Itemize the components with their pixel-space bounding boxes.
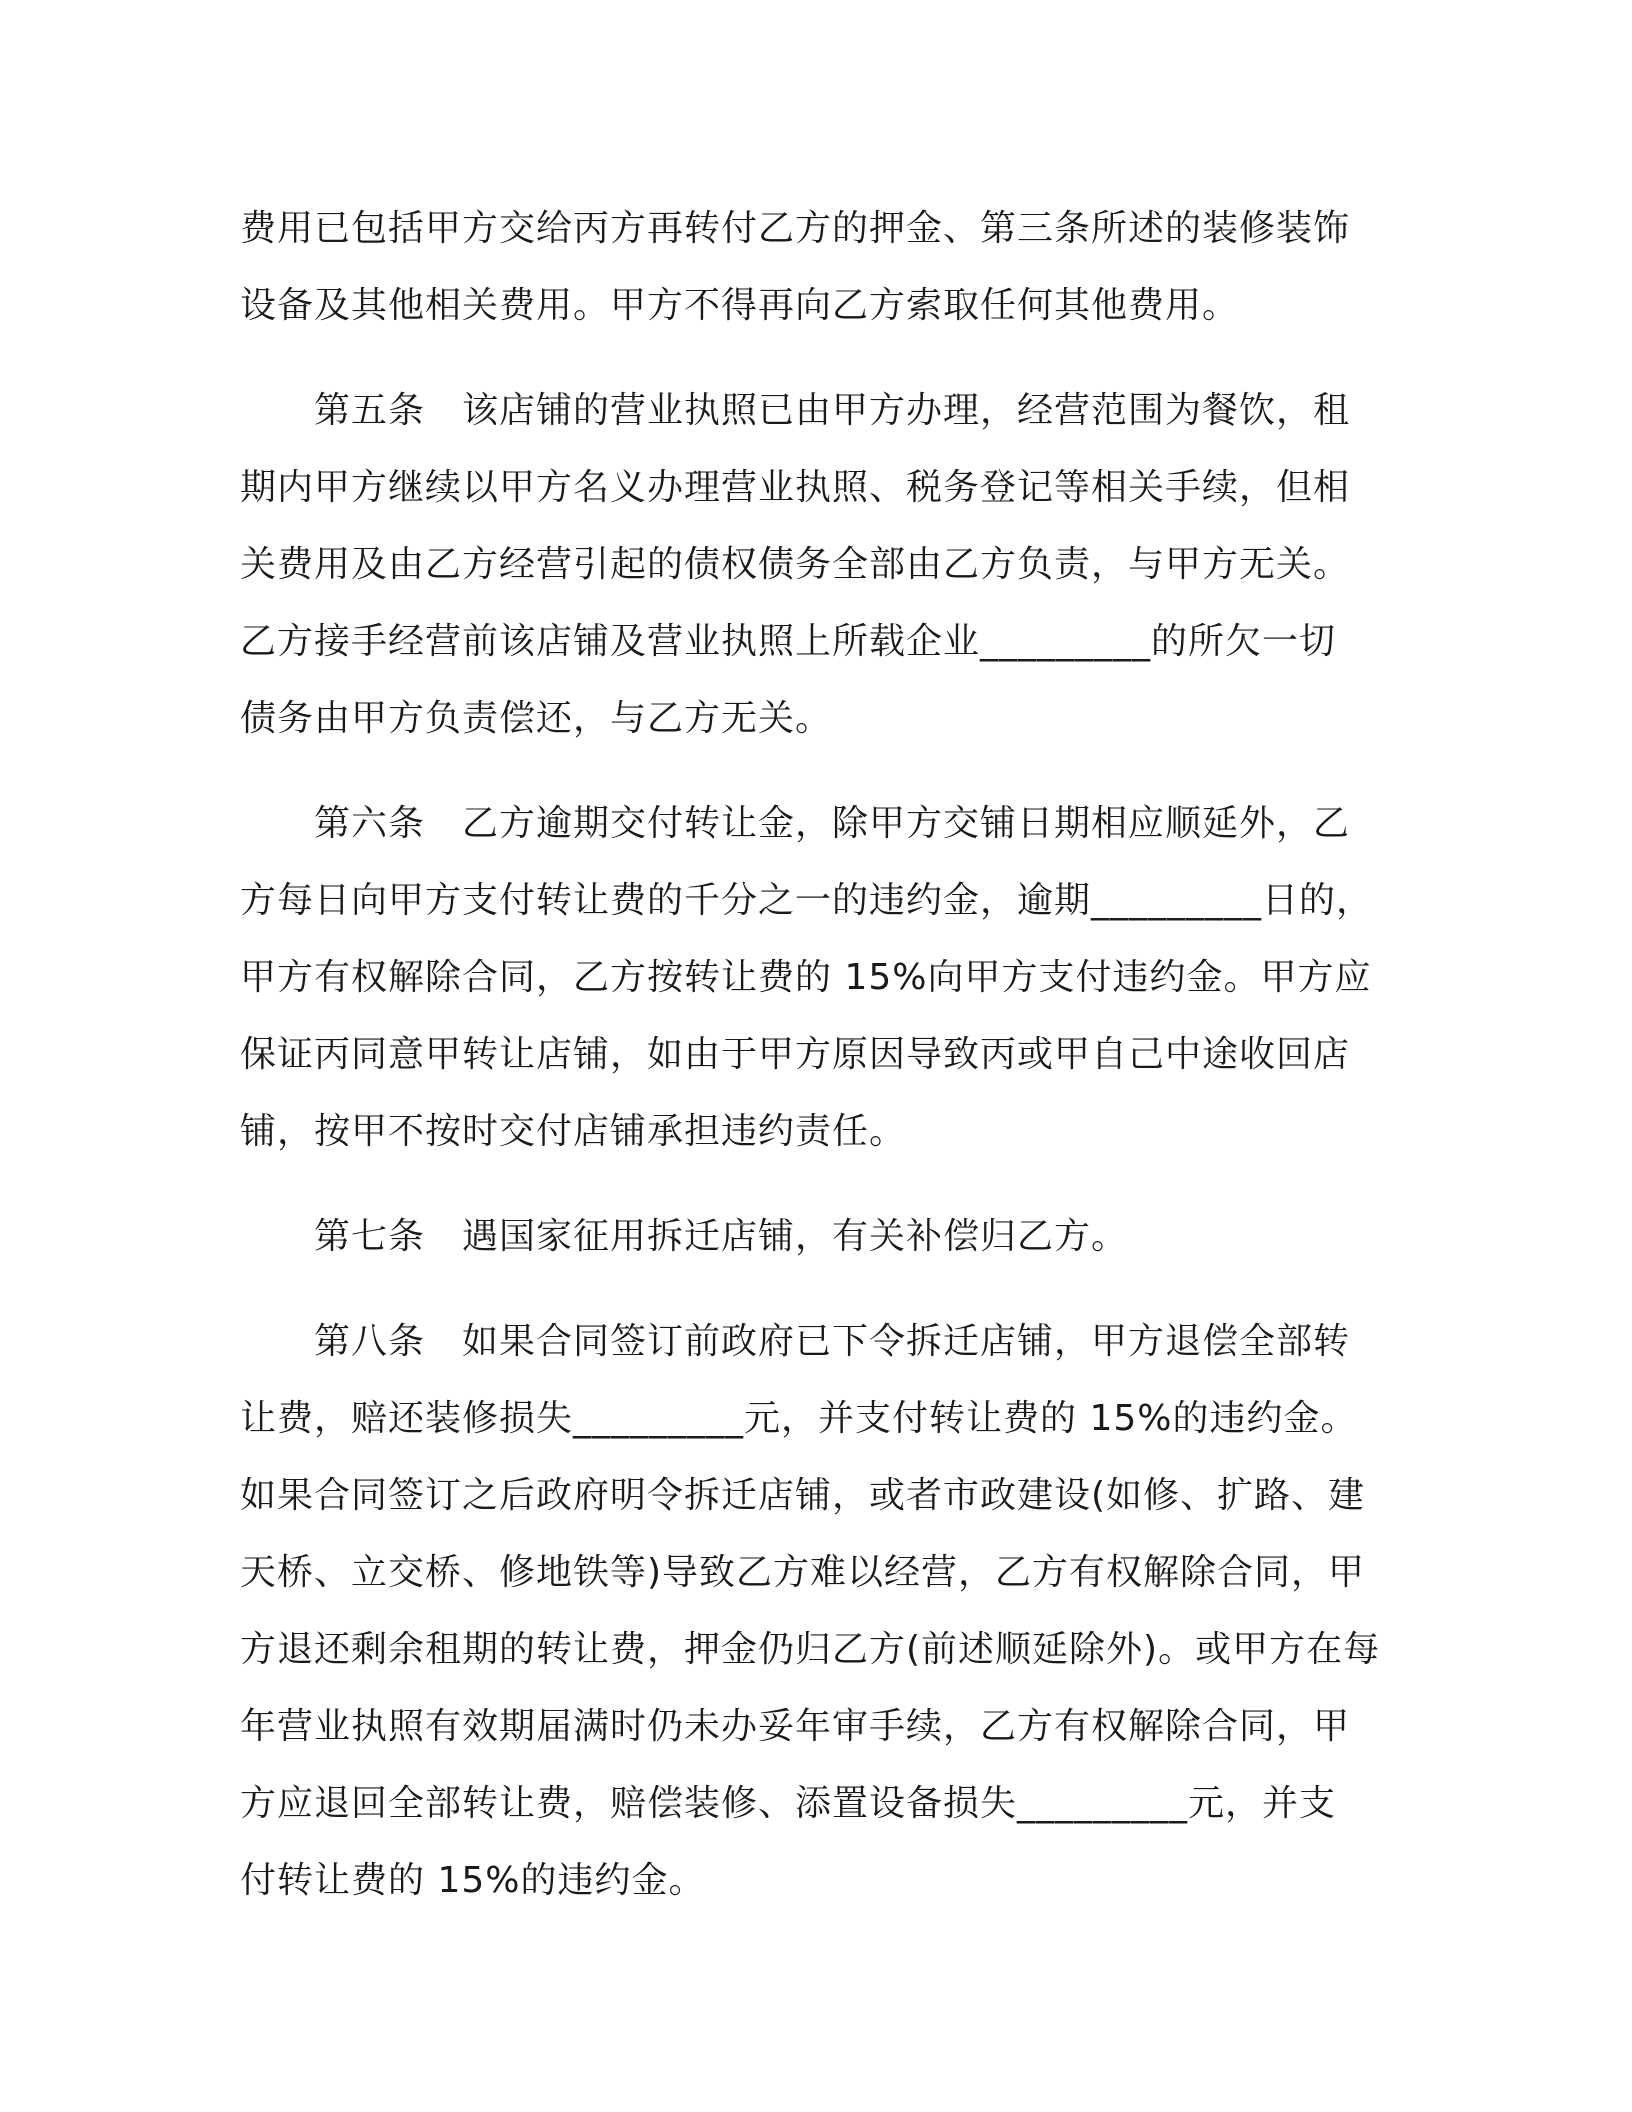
text-line: 保证丙同意甲转让店铺，如由于甲方原因导致丙或甲自己中途收回店 (240, 1034, 1351, 1075)
text-line: 期内甲方继续以甲方名义办理营业执照、税务登记等相关手续，但相 (240, 467, 1351, 508)
text-line: 关费用及由乙方经营引起的债权债务全部由乙方负责，与甲方无关。 (240, 544, 1351, 585)
text-line: 乙方接手经营前该店铺及营业执照上所载企业_________的所欠一切 (240, 621, 1337, 662)
text-line: 设备及其他相关费用。甲方不得再向乙方索取任何其他费用。 (240, 285, 1240, 326)
text-line: 付转让费的 15%的违约金。 (240, 1860, 706, 1901)
text-line: 甲方有权解除合同，乙方按转让费的 15%向甲方支付违约金。甲方应 (240, 957, 1372, 998)
paragraph-article-7 (240, 1198, 1380, 1275)
text-line: 第七条 遇国家征用拆迁店铺，有关补偿归乙方。 (240, 1216, 1129, 1257)
text-line: 费用已包括甲方交给丙方再转付乙方的押金、第三条所述的装修装饰 (240, 208, 1351, 249)
text-line: 债务由甲方负责偿还，与乙方无关。 (240, 698, 833, 739)
paragraph-article-6 (240, 785, 1380, 1170)
text-line: 方应退回全部转让费，赔偿装修、添置设备损失_________元，并支 (240, 1783, 1337, 1824)
text-line: 第八条 如果合同签订前政府已下令拆迁店铺，甲方退偿全部转 (240, 1321, 1351, 1362)
paragraph-fees-continued (240, 190, 1380, 344)
text-line: 铺，按甲不按时交付店铺承担违约责任。 (240, 1111, 907, 1152)
text-line: 第六条 乙方逾期交付转让金，除甲方交铺日期相应顺延外，乙 (240, 803, 1351, 844)
text-line: 年营业执照有效期届满时仍未办妥年审手续，乙方有权解除合同，甲 (240, 1706, 1351, 1747)
text-line: 天桥、立交桥、修地铁等)导致乙方难以经营，乙方有权解除合同，甲 (240, 1552, 1366, 1593)
text-line: 让费，赔还装修损失_________元，并支付转让费的 15%的违约金。 (240, 1398, 1358, 1439)
text-line: 方退还剩余租期的转让费，押金仍归乙方(前述顺延除外)。或甲方在每 (240, 1629, 1381, 1670)
document-body (240, 190, 1380, 1947)
text-line: 如果合同签订之后政府明令拆迁店铺，或者市政建设(如修、扩路、建 (240, 1475, 1366, 1516)
paragraph-article-8 (240, 1303, 1380, 1919)
text-line: 第五条 该店铺的营业执照已由甲方办理，经营范围为餐饮，租 (240, 390, 1351, 431)
paragraph-article-5 (240, 372, 1380, 757)
text-line: 方每日向甲方支付转让费的千分之一的违约金，逾期_________日的， (240, 880, 1374, 921)
